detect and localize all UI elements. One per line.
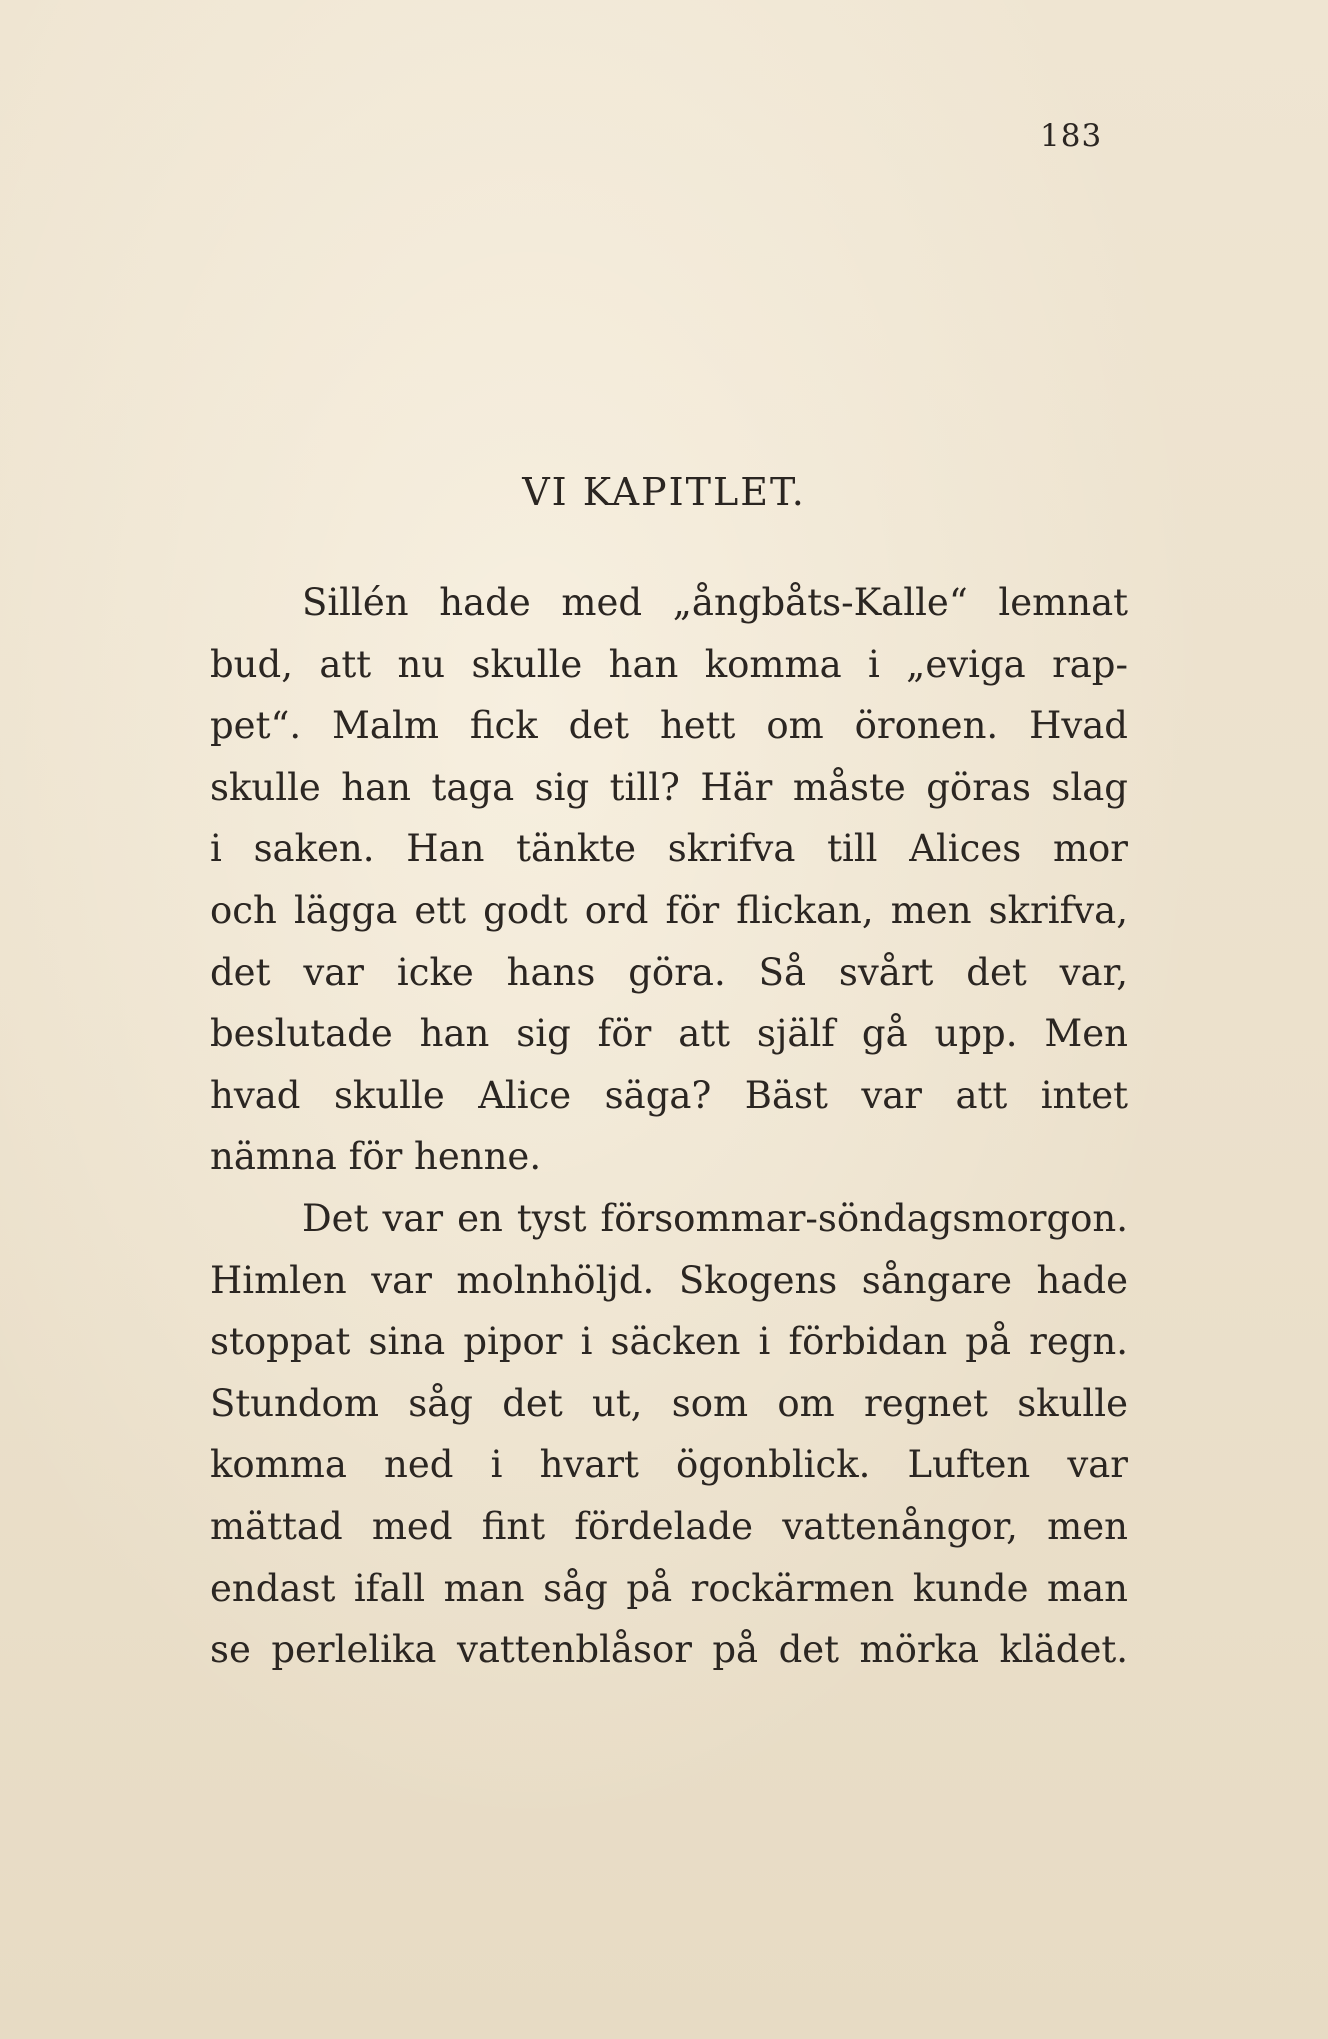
text-line: i saken. Han tänkte skrifva till Alices mor xyxy=(210,827,1128,871)
text-line: komma ned i hvart ögonblick. Luften var xyxy=(210,1443,1128,1487)
text-line: bud, att nu skulle han komma i „eviga rap- xyxy=(210,642,1128,686)
text-line: nämna för henne. xyxy=(210,1135,542,1179)
text-line: stoppat sina pipor i säcken i förbidan på regn. xyxy=(210,1320,1128,1364)
text-line: mättad med fint fördelade vattenångor, men xyxy=(210,1504,1128,1548)
text-line: Det var en tyst försommar-söndagsmorgon. xyxy=(302,1196,1128,1240)
body-text xyxy=(210,572,1128,1681)
text-line: hvad skulle Alice säga? Bäst var att intet xyxy=(210,1073,1128,1117)
chapter-heading: VI KAPITLET. xyxy=(522,470,806,514)
text-line: det var icke hans göra. Så svårt det var, xyxy=(210,950,1128,994)
page-number: 183 xyxy=(1040,118,1103,154)
text-line: endast ifall man såg på rockärmen kunde man xyxy=(210,1566,1128,1610)
text-line: se perlelika vattenblåsor på det mörka klädet. xyxy=(210,1628,1128,1672)
text-line: Stundom såg det ut, som om regnet skulle xyxy=(210,1381,1128,1425)
text-line: beslutade han sig för att själf gå upp. Men xyxy=(210,1012,1128,1056)
text-line: skulle han taga sig till? Här måste göras slag xyxy=(210,765,1128,809)
text-line: Himlen var molnhöljd. Skogens sångare hade xyxy=(210,1258,1128,1302)
text-line: Sillén hade med „ångbåts-Kalle“ lemnat xyxy=(302,581,1128,624)
text-line: och lägga ett godt ord för flickan, men skrifva, xyxy=(210,888,1128,932)
text-line: pet“. Malm fick det hett om öronen. Hvad xyxy=(210,704,1128,748)
